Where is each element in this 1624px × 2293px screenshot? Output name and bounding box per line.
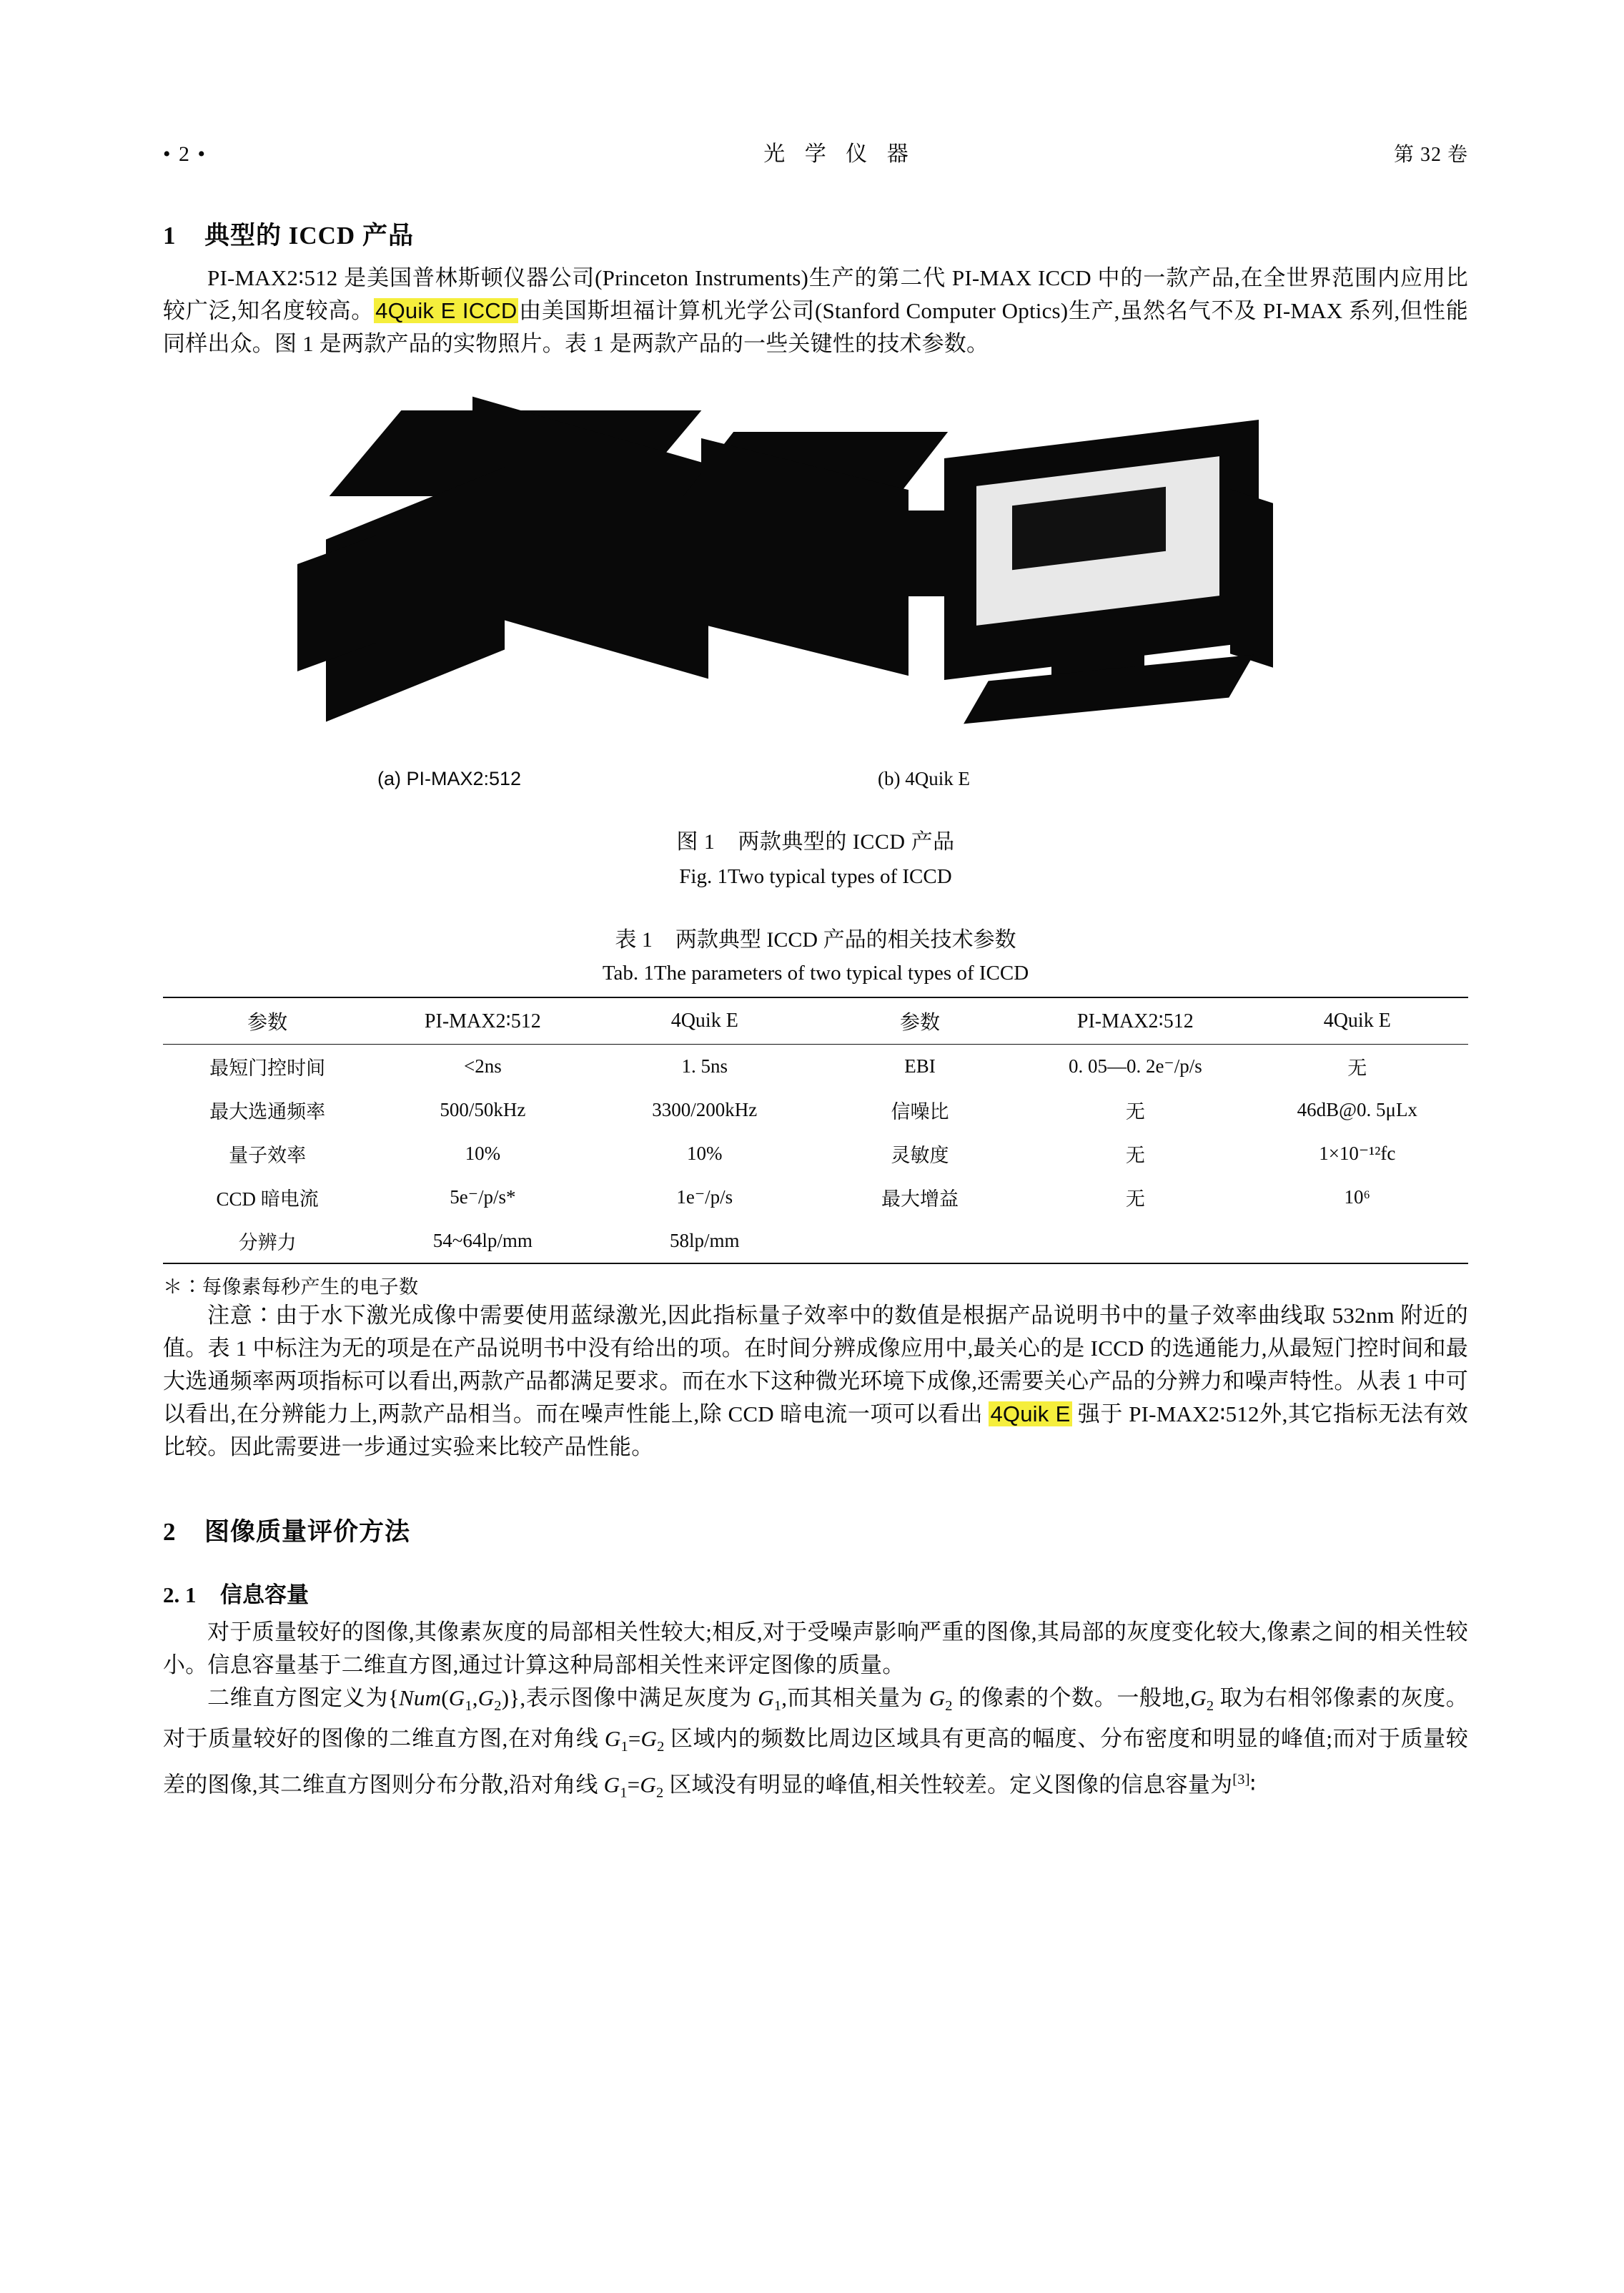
table-cell: 灵敏度 — [891, 1145, 949, 1166]
table-header-cell-3: 4Quik E — [594, 997, 816, 1045]
paragraph-intro-part1: PI-MAX2∶512 是美国普林斯顿仪器公司(Princeton Instruments)生产的第二代 PI-MAX ICCD 中的一款产品,在全世界范围内应用比较广泛,知名度较高。 — [163, 265, 1468, 323]
math-g: G — [1190, 1685, 1207, 1710]
table-cell: 1. 5ns — [681, 1055, 728, 1077]
paragraph-histogram — [163, 1682, 1468, 1810]
section-2-heading — [163, 1512, 1468, 1548]
text-frag: )},表示图像中满足灰度为 — [501, 1685, 758, 1710]
table-1-label-en: Tab. 1 — [602, 962, 654, 985]
highlight-4quik-e: 4Quik E — [990, 1401, 1071, 1426]
table-cell — [1024, 1219, 1246, 1263]
text-frag: ∶ — [1249, 1772, 1256, 1798]
text-frag: = — [627, 1772, 640, 1798]
figure-1-images — [258, 389, 1373, 761]
math-g: G — [477, 1685, 495, 1710]
figure-1-subcaption-a: (a) PI-MAX2:512 — [377, 768, 522, 789]
math-sub: 1 — [620, 1785, 628, 1801]
section-2-1-title: 信息容量 — [220, 1582, 309, 1607]
figure-1-title-en: Two typical types of ICCD — [727, 865, 952, 888]
table-row — [163, 1045, 1468, 1089]
volume-label: 第 32 卷 — [1393, 144, 1468, 166]
table-cell: 1×10⁻¹²fc — [1319, 1143, 1396, 1164]
math-g: G — [640, 1726, 658, 1752]
table-cell: 最大增益 — [881, 1188, 959, 1210]
paragraph-note-part1: 注意∶由于水下激光成像中需要使用蓝绿激光,因此指标量子效率中的数值是根据产品说明书中的量子效率曲线取 532nm 附近的值。表 1 中标注为无的项是在产品说明书中没有给出的项。在时间分辨成像应用中,最关心的是 ICCD 的选通能力,从最短门控时间和最大选通频率两项指标可以看出,两款产品都满足要求。而在水下这种微光环境下成像,还需要关心产品的分辨力和噪声特性。从表 1 中可以看出,在分辨能力上,两款产品相当。而在噪声性能上,除 CCD 暗电流一项可以看出 — [163, 1303, 1468, 1426]
table-cell: <2ns — [463, 1055, 502, 1077]
section-2-1-heading — [163, 1577, 1468, 1609]
figure-1-label-en: Fig. 1 — [679, 865, 728, 888]
text-frag: 二维直方图定义为{ — [207, 1685, 400, 1710]
table-cell: 500/50kHz — [440, 1099, 526, 1120]
math-sub: 2 — [945, 1698, 953, 1715]
figure-1-label-cn: 图 1 — [676, 830, 716, 854]
table-cell: 量子效率 — [229, 1145, 307, 1166]
table-cell: 0. 05—0. 2e⁻/p/s — [1068, 1055, 1202, 1077]
math-sub: 1 — [773, 1698, 782, 1715]
monitor-side-panel — [1230, 489, 1273, 667]
table-row — [163, 1088, 1468, 1132]
table-cell: 10⁶ — [1344, 1186, 1370, 1208]
figure-1-caption-en — [163, 865, 1468, 889]
table-1-title-en: The parameters of two typical types of ICCD — [653, 962, 1029, 985]
running-head — [163, 136, 1468, 167]
text-frag: 的像素的个数。一般地, — [952, 1685, 1191, 1710]
table-1 — [163, 997, 1468, 1264]
math-num: Num — [399, 1685, 442, 1710]
table-1-title-cn: 两款典型 ICCD 产品的相关技术参数 — [675, 928, 1016, 952]
table-cell — [1247, 1219, 1468, 1263]
math-sub: 2 — [1206, 1698, 1214, 1715]
table-cell: 无 — [1125, 1101, 1145, 1123]
math-sub: 1 — [620, 1739, 628, 1755]
table-1-caption-cn — [163, 922, 1468, 953]
table-header-row — [163, 997, 1468, 1045]
table-cell: 58lp/mm — [594, 1219, 816, 1263]
section-1-title: 典型的 ICCD 产品 — [204, 222, 414, 250]
table-header-cell-4: 参数 — [816, 997, 1024, 1045]
page-folio: • 2 • — [163, 142, 207, 166]
math-g: G — [640, 1772, 656, 1798]
table-cell: 无 — [1125, 1145, 1145, 1166]
text-frag: ( — [441, 1685, 449, 1710]
table-row — [163, 1175, 1468, 1219]
table-cell — [816, 1219, 1024, 1263]
table-1-label-cn: 表 1 — [615, 928, 653, 952]
citation-3: [3] — [1232, 1772, 1250, 1788]
text-frag: = — [628, 1726, 641, 1752]
section-2-number: 2 — [163, 1518, 177, 1546]
figure-1 — [163, 389, 1468, 889]
table-cell: 1e⁻/p/s — [676, 1186, 733, 1208]
journal-title: 光 学 仪 器 — [763, 142, 916, 166]
table-cell: 最大选通频率 — [209, 1101, 326, 1123]
figure-1-title-cn: 两款典型的 ICCD 产品 — [738, 830, 955, 854]
text-frag: 区域内的频数比周边区域具有更高的幅度、分布密度和明显的峰值;而对于质量较差的图像,其二维直方图则分布分散,沿对角线 — [163, 1726, 1468, 1798]
table-cell: 无 — [1347, 1057, 1367, 1079]
table-header-cell-5: PI-MAX2∶512 — [1024, 997, 1246, 1045]
section-2-1-number: 2. 1 — [163, 1582, 197, 1607]
math-g: G — [929, 1685, 946, 1710]
paragraph-intro-part2: 由美国斯坦福计算机光学公司(Stanford Computer Optics)生产,虽然名气不及 PI-MAX 系列,但性能同样出众。图 1 是两款产品的实物照片。表 1 是两款产品的一些关键性的技术参数。 — [163, 298, 1469, 356]
math-sub: 2 — [657, 1739, 665, 1755]
table-cell: 10% — [465, 1143, 501, 1164]
table-1-caption-en — [163, 962, 1468, 985]
math-g: G — [604, 1726, 621, 1752]
section-1-number: 1 — [163, 222, 177, 250]
section-2-title: 图像质量评价方法 — [204, 1518, 411, 1546]
math-sub: 1 — [465, 1698, 472, 1715]
math-g: G — [448, 1685, 465, 1710]
paragraph-info-capacity: 对于质量较好的图像,其像素灰度的局部相关性较大;相反,对于受噪声影响严重的图像,其局部的灰度变化较大,像素之间的相关性较小。信息容量基于二维直方图,通过计算这种局部相关性来评定图像的质量。 — [163, 1619, 1468, 1677]
text-frag: ,而其相关量为 — [781, 1685, 929, 1710]
paragraph-note-part2: 强于 PI-MAX2∶512外,其它指标无法有效比较。因此需要进一步通过实验来比较产品性能。 — [163, 1401, 1469, 1459]
section-1-heading — [163, 216, 1468, 252]
text-frag: , — [472, 1685, 478, 1710]
page-content — [163, 136, 1468, 1810]
table-cell: 最短门控时间 — [209, 1057, 326, 1079]
table-1-footnote: ＊∶每像素每秒产生的电子数 — [163, 1276, 419, 1298]
highlight-4quik-e-iccd: 4Quik E ICCD — [375, 298, 518, 323]
table-cell: 无 — [1125, 1188, 1145, 1210]
table-header-cell-1: 参数 — [163, 997, 372, 1045]
table-cell: 3300/200kHz — [652, 1099, 758, 1120]
math-sub: 2 — [655, 1785, 664, 1801]
math-sub: 2 — [494, 1698, 502, 1715]
table-cell: 10% — [687, 1143, 723, 1164]
table-header-cell-6: 4Quik E — [1247, 997, 1468, 1045]
table-cell: CCD 暗电流 — [216, 1188, 319, 1210]
table-cell: EBI — [904, 1055, 936, 1077]
table-row — [163, 1132, 1468, 1175]
paragraph-note — [163, 1299, 1468, 1464]
text-frag: 取为右相邻像素的灰度。对于质量较好的图像的二维直方图,在对角线 — [163, 1685, 1468, 1752]
paragraph-intro — [163, 262, 1468, 360]
table-cell: 信噪比 — [891, 1101, 949, 1123]
math-g: G — [758, 1685, 774, 1710]
math-g: G — [603, 1772, 620, 1798]
table-cell: 54~64lp/mm — [372, 1219, 593, 1263]
table-cell: 5e⁻/p/s* — [450, 1186, 516, 1208]
figure-1-subcaption-b: (b) 4Quik E — [878, 768, 970, 789]
table-row — [163, 1219, 1468, 1263]
figure-1-caption-cn — [163, 824, 1468, 855]
table-cell: 分辨力 — [163, 1219, 372, 1263]
figure-1-subcaptions — [163, 768, 1468, 799]
table-cell: 46dB@0. 5μLx — [1297, 1099, 1417, 1120]
table-header-cell-2: PI-MAX2∶512 — [372, 997, 593, 1045]
text-frag: 区域没有明显的峰值,相关性较差。定义图像的信息容量为 — [663, 1772, 1233, 1798]
